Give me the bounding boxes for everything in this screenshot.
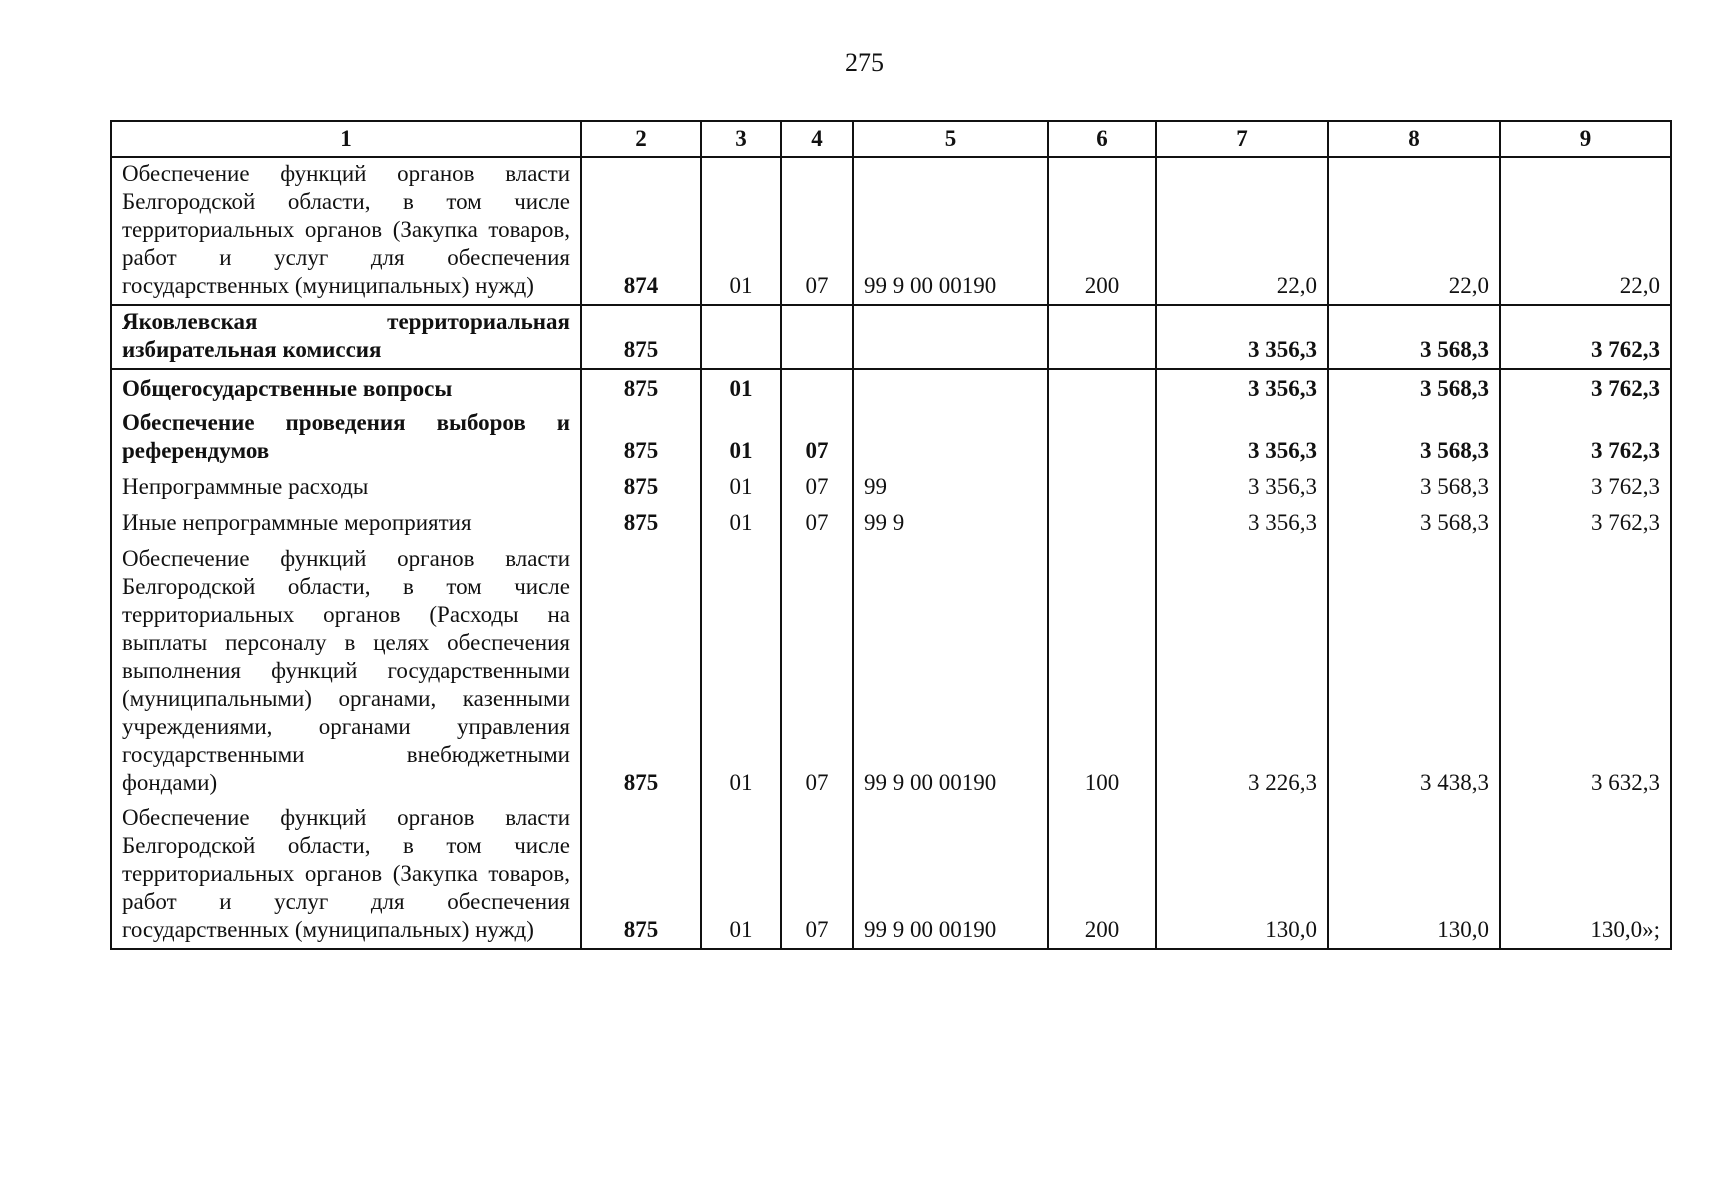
row-name: Обеспечение функций органов власти Белгородской области, в том числе территориальных органов (Расходы на выплаты персоналу в целях обеспечения выполнения функций государственными (муниципальными) органами, казенными учреждениями, органами управления государственными внебюджетными фондами) xyxy=(111,541,581,801)
table-row xyxy=(111,305,1671,369)
row-col8: 3 568,3 xyxy=(1328,469,1500,505)
row-col2: 875 xyxy=(581,469,701,505)
row-col4: 07 xyxy=(781,407,853,469)
row-col5: 99 9 00 00190 xyxy=(853,801,1048,949)
table-row xyxy=(111,505,1671,541)
row-col7: 3 356,3 xyxy=(1156,407,1328,469)
row-col2: 875 xyxy=(581,801,701,949)
row-col3: 01 xyxy=(701,369,781,407)
row-col8: 22,0 xyxy=(1328,157,1500,305)
row-col5 xyxy=(853,369,1048,407)
row-col9: 22,0 xyxy=(1500,157,1671,305)
row-col2: 875 xyxy=(581,305,701,369)
row-name: Общегосударственные вопросы xyxy=(111,369,581,407)
row-col8: 3 438,3 xyxy=(1328,541,1500,801)
page-number: 275 xyxy=(845,48,884,77)
row-col3: 01 xyxy=(701,407,781,469)
header-cell-4: 4 xyxy=(781,121,853,157)
row-col2: 875 xyxy=(581,407,701,469)
row-col5: 99 9 xyxy=(853,505,1048,541)
row-col2: 875 xyxy=(581,369,701,407)
table-row xyxy=(111,469,1671,505)
header-cell-3: 3 xyxy=(701,121,781,157)
row-col7: 3 356,3 xyxy=(1156,469,1328,505)
row-col4: 07 xyxy=(781,801,853,949)
row-col4: 07 xyxy=(781,469,853,505)
header-cell-6: 6 xyxy=(1048,121,1156,157)
row-col6 xyxy=(1048,469,1156,505)
row-col5: 99 xyxy=(853,469,1048,505)
row-col7: 130,0 xyxy=(1156,801,1328,949)
header-cell-8: 8 xyxy=(1328,121,1500,157)
row-col5 xyxy=(853,305,1048,369)
row-col7: 22,0 xyxy=(1156,157,1328,305)
row-col3: 01 xyxy=(701,801,781,949)
row-col3: 01 xyxy=(701,505,781,541)
row-col3: 01 xyxy=(701,157,781,305)
row-col9: 3 762,3 xyxy=(1500,469,1671,505)
row-col3: 01 xyxy=(701,469,781,505)
table-row xyxy=(111,157,1671,305)
row-col8: 3 568,3 xyxy=(1328,305,1500,369)
row-col6 xyxy=(1048,407,1156,469)
row-name: Яковлевская территориальная избирательная комиссия xyxy=(111,305,581,369)
row-col5: 99 9 00 00190 xyxy=(853,541,1048,801)
row-col5 xyxy=(853,407,1048,469)
row-col9: 3 762,3 xyxy=(1500,505,1671,541)
row-name: Обеспечение проведения выборов и референдумов xyxy=(111,407,581,469)
row-col7: 3 226,3 xyxy=(1156,541,1328,801)
row-col2: 875 xyxy=(581,541,701,801)
row-col4: 07 xyxy=(781,541,853,801)
row-col8: 130,0 xyxy=(1328,801,1500,949)
row-col4 xyxy=(781,305,853,369)
budget-table xyxy=(110,120,1672,950)
row-col9: 3 762,3 xyxy=(1500,369,1671,407)
row-col3 xyxy=(701,305,781,369)
row-col4 xyxy=(781,369,853,407)
row-col7: 3 356,3 xyxy=(1156,369,1328,407)
row-col9: 3 762,3 xyxy=(1500,407,1671,469)
row-col6: 200 xyxy=(1048,801,1156,949)
row-col5: 99 9 00 00190 xyxy=(853,157,1048,305)
row-col6 xyxy=(1048,305,1156,369)
row-name: Иные непрограммные мероприятия xyxy=(111,505,581,541)
row-col6: 200 xyxy=(1048,157,1156,305)
row-col6 xyxy=(1048,369,1156,407)
row-col7: 3 356,3 xyxy=(1156,305,1328,369)
row-col7: 3 356,3 xyxy=(1156,505,1328,541)
row-name: Непрограммные расходы xyxy=(111,469,581,505)
row-col9: 3 632,3 xyxy=(1500,541,1671,801)
row-col6 xyxy=(1048,505,1156,541)
row-col9: 3 762,3 xyxy=(1500,305,1671,369)
row-col8: 3 568,3 xyxy=(1328,369,1500,407)
row-col4: 07 xyxy=(781,157,853,305)
row-col2: 875 xyxy=(581,505,701,541)
row-col8: 3 568,3 xyxy=(1328,407,1500,469)
row-col9: 130,0»; xyxy=(1500,801,1671,949)
row-name: Обеспечение функций органов власти Белгородской области, в том числе территориальных органов (Закупка товаров, работ и услуг для обеспечения государственных (муниципальных) нужд) xyxy=(111,157,581,305)
table-row xyxy=(111,801,1671,949)
row-col2: 874 xyxy=(581,157,701,305)
row-col6: 100 xyxy=(1048,541,1156,801)
row-col3: 01 xyxy=(701,541,781,801)
row-col8: 3 568,3 xyxy=(1328,505,1500,541)
table-row xyxy=(111,541,1671,801)
header-cell-9: 9 xyxy=(1500,121,1671,157)
row-name: Обеспечение функций органов власти Белгородской области, в том числе территориальных органов (Закупка товаров, работ и услуг для обеспечения государственных (муниципальных) нужд) xyxy=(111,801,581,949)
header-cell-7: 7 xyxy=(1156,121,1328,157)
table-row xyxy=(111,407,1671,469)
row-col4: 07 xyxy=(781,505,853,541)
header-cell-5: 5 xyxy=(853,121,1048,157)
header-cell-2: 2 xyxy=(581,121,701,157)
header-cell-1: 1 xyxy=(111,121,581,157)
header-row xyxy=(111,121,1671,157)
table-row xyxy=(111,369,1671,407)
